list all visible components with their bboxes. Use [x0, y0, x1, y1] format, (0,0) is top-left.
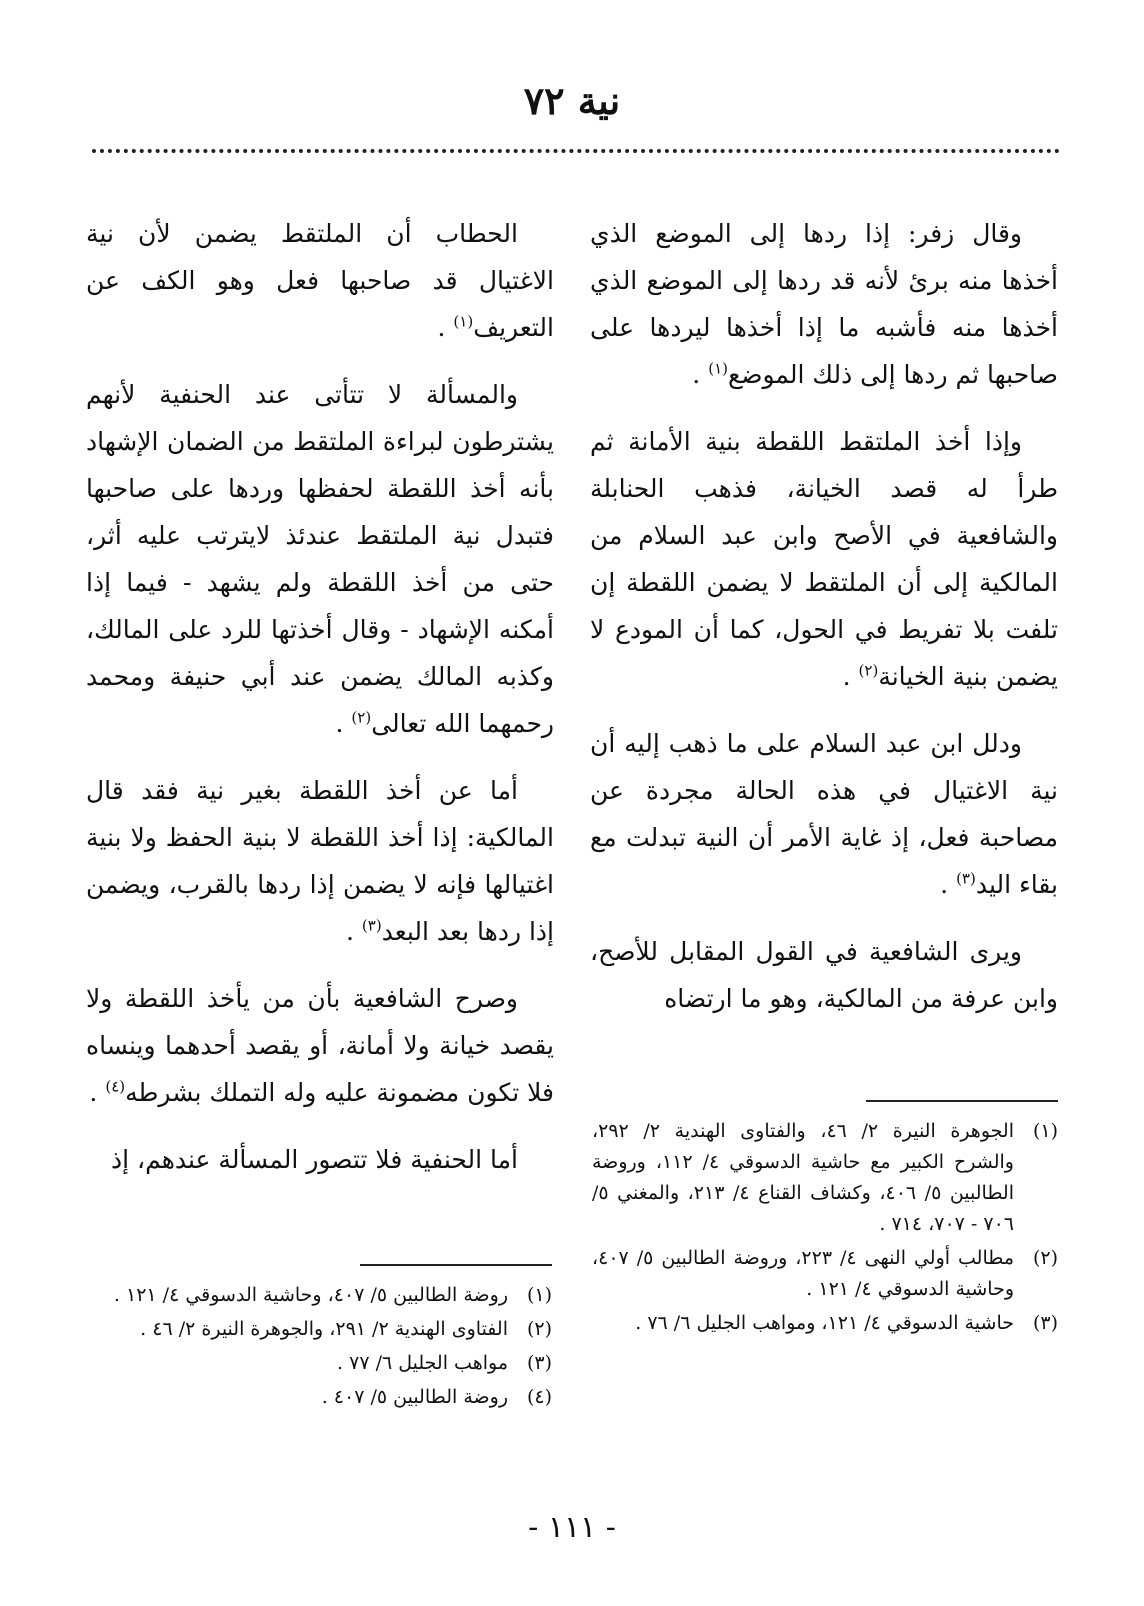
footnote-ref: (٢)	[351, 708, 372, 727]
footnotes-left	[86, 1264, 552, 1416]
footnotes-right	[592, 1100, 1058, 1342]
paragraph: ويرى الشافعية في القول المقابل للأصح، وابن عرفة من المالكية، وهو ما ارتضاه	[590, 937, 1058, 1013]
footnote: (١) روضة الطالبين ٥/ ٤٠٧، وحاشية الدسوقي ٤/ ١٢١ .	[113, 1284, 552, 1306]
footnote-ref: (١)	[708, 359, 728, 378]
paragraph: أما الحنفية فلا تتصور المسألة عندهم، إذ	[110, 1145, 518, 1174]
right-column	[590, 210, 1058, 1022]
footnote: (٢) الفتاوى الهندية ٢/ ٢٩١، والجوهرة النيرة ٢/ ٤٦ .	[140, 1318, 552, 1340]
footnote: (٢) مطالب أولي النهى ٤/ ٢٢٣، وروضة الطالبين ٥/ ٤٠٧، وحاشية الدسوقي ٤/ ١٢١ .	[592, 1247, 1058, 1300]
footnote: (٣) حاشية الدسوقي ٤/ ١٢١، ومواهب الجليل ٦/ ٧٦ .	[635, 1312, 1058, 1334]
footnote: (٤) روضة الطالبين ٥/ ٤٠٧ .	[321, 1386, 552, 1408]
paragraph: الحطاب أن الملتقط يضمن لأن نية الاغتيال قد صاحبها فعل وهو الكف عن التعريف$^{(١)}$ .	[86, 219, 554, 342]
paragraph: وإذا أخذ الملتقط اللقطة بنية الأمانة ثم طرأ له قصد الخيانة، فذهب الحنابلة والشافعية في الأصح وابن عبد السلام من المالكية إلى أن الملتقط لا يضمن اللقطة إن تلفت بلا تفريط في الحول، كما أن المودع لا يضمن بنية الخيانة$^{(٢)}$ .	[590, 427, 1058, 691]
page-number: - ١١١ -	[528, 1510, 616, 1545]
paragraph: ودلل ابن عبد السلام على ما ذهب إليه أن نية الاغتيال في هذه الحالة مجردة عن مصاحبة فعل، إذ غاية الأمر أن النية تبدلت مع بقاء اليد$^{(٣)}$ .	[590, 729, 1058, 899]
footnote-ref: (٢)	[858, 661, 879, 680]
footnote-ref: (٣)	[361, 916, 382, 935]
paragraph: أما عن أخذ اللقطة بغير نية فقد قال المالكية: إذا أخذ اللقطة لا بنية الحفظ ولا بنية اغتيالها فإنه لا يضمن إذا ردها بالقرب، ويضمن إذا ردها بعد البعد$^{(٣)}$ .	[86, 776, 554, 946]
page-header-title: نية ٧٢	[523, 78, 621, 123]
paragraph: وصرح الشافعية بأن من يأخذ اللقطة ولا يقصد خيانة ولا أمانة، أو يقصد أحدهما وينساه فلا تكون مضمونة عليه وله التملك بشرطه$^{(٤)}$ .	[86, 984, 554, 1107]
footnote-separator	[866, 1100, 1058, 1102]
footnote-ref: (٤)	[105, 1077, 126, 1096]
paragraph: وقال زفر: إذا ردها إلى الموضع الذي أخذها منه برئ لأنه قد ردها إلى الموضع الذي أخذها منه فأشبه ما إذا أخذها ليردها على صاحبها ثم ردها إلى ذلك الموضع$^{(١)}$ .	[590, 219, 1058, 389]
paragraph: والمسألة لا تتأتى عند الحنفية لأنهم يشترطون لبراءة الملتقط من الضمان الإشهاد بأنه أخذ اللقطة لحفظها وردها على صاحبها فتبدل نية الملتقط عندئذ لايترتب عليه أثر، حتى من أخذ اللقطة ولم يشهد - فيما إذا أمكنه الإشهاد - وقال أخذتها للرد على المالك، وكذبه المالك يضمن عند أبي حنيفة ومحمد رحمهما الله تعالى$^{(٢)}$ .	[86, 380, 554, 738]
footnote: (١) الجوهرة النيرة ٢/ ٤٦، والفتاوى الهندية ٢/ ٢٩٢، والشرح الكبير مع حاشية الدسوقي ٤/ ١١٢، وروضة الطالبين ٥/ ٤٠٦، وكشاف القناع ٤/ ٢١٣، والمغني ٥/ ٧٠٦ - ٧٠٧، ٧١٤ .	[592, 1120, 1058, 1235]
footnote-ref: (١)	[453, 312, 474, 331]
header-dotted-rule	[92, 149, 1060, 153]
left-column	[86, 210, 554, 1183]
footnote-ref: (٣)	[956, 869, 976, 888]
footnote: (٣) مواهب الجليل ٦/ ٧٧ .	[337, 1352, 552, 1374]
footnote-separator	[360, 1264, 552, 1266]
